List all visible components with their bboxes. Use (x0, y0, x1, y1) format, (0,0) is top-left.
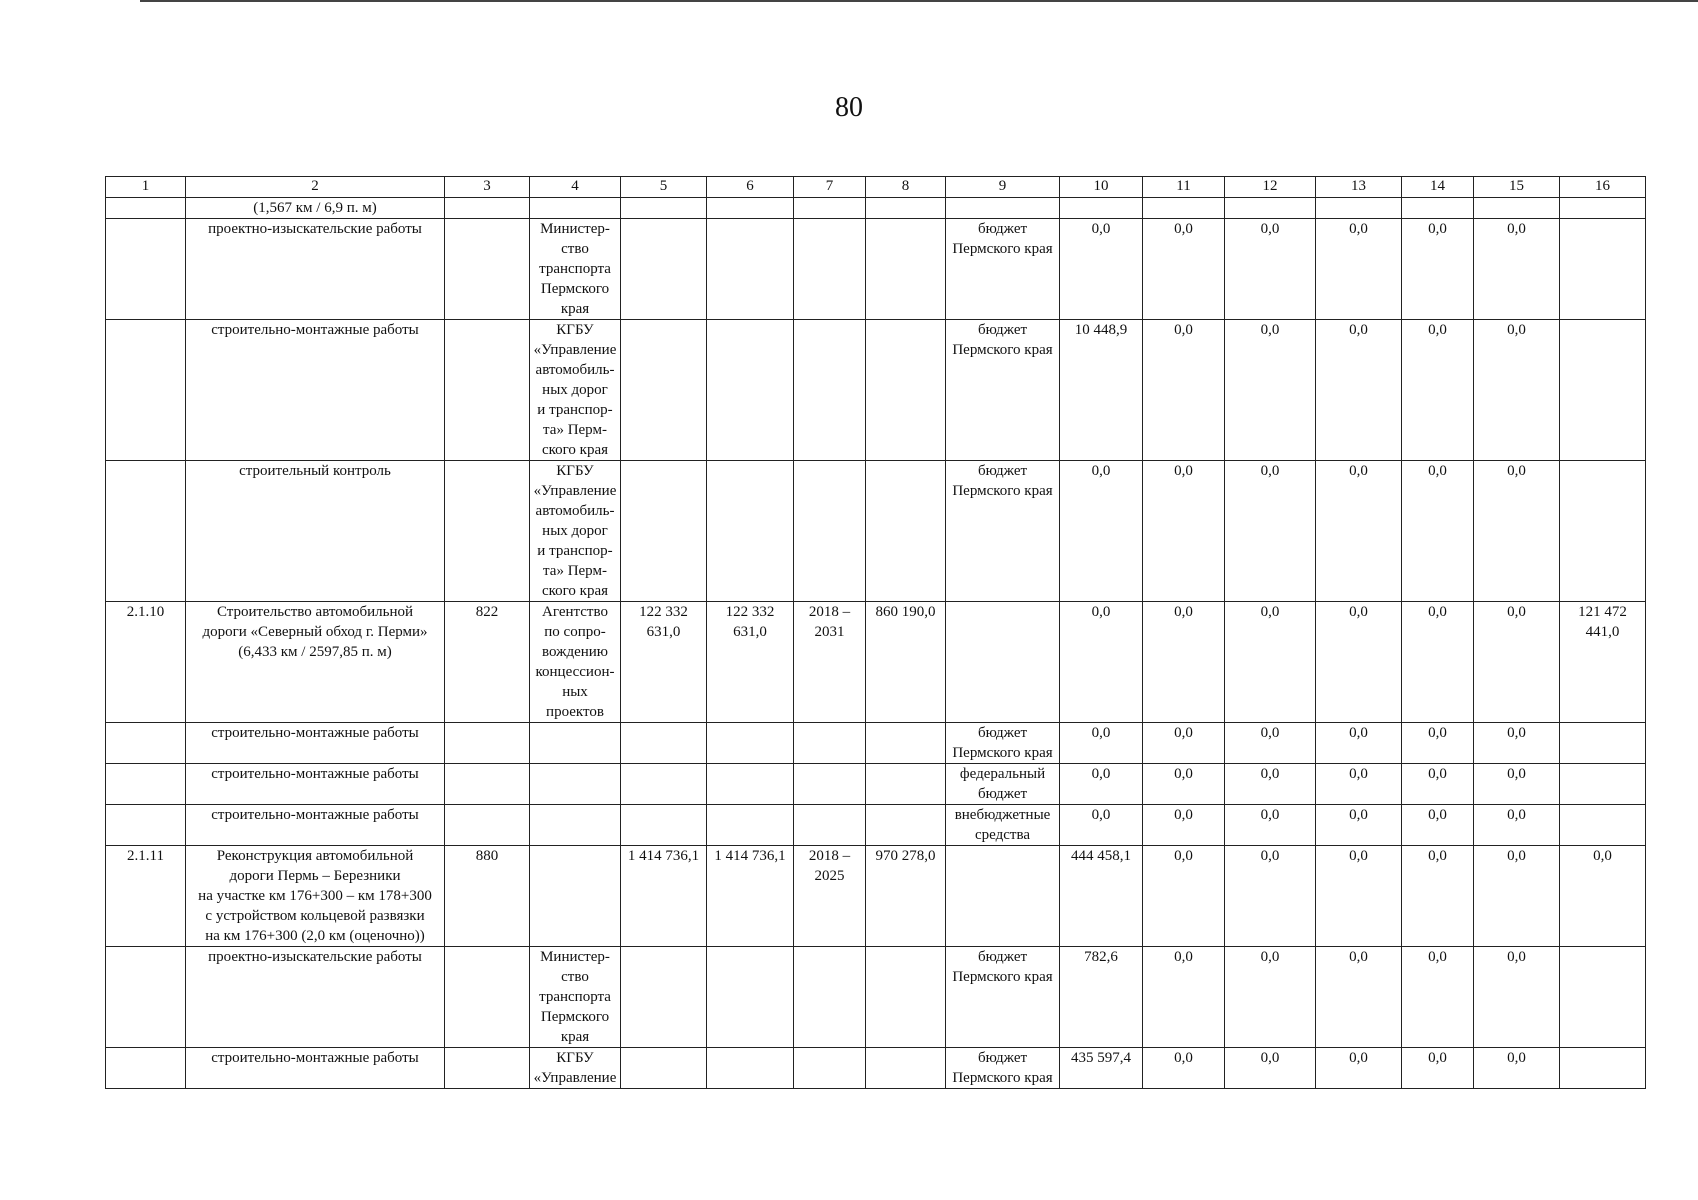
table-cell: 0,0 (1316, 723, 1402, 764)
table-cell: строительно-монтажные работы (186, 1048, 445, 1089)
table-cell: 0,0 (1474, 805, 1560, 846)
table-cell (530, 846, 621, 947)
table-cell: (1,567 км / 6,9 п. м) (186, 198, 445, 219)
table-cell: 122 332 631,0 (621, 602, 707, 723)
table-cell: КГБУ «Управление автомобиль- ных дорог и транспор- та» Перм- ского края (530, 461, 621, 602)
table-cell (106, 198, 186, 219)
table-cell: 0,0 (1402, 846, 1474, 947)
column-number-cell: 1 (106, 177, 186, 198)
table-cell (530, 723, 621, 764)
table-row (106, 320, 1646, 461)
table-cell (707, 1048, 794, 1089)
column-number-cell: 8 (866, 177, 946, 198)
table-cell: 2.1.10 (106, 602, 186, 723)
table-cell (794, 198, 866, 219)
table-cell: 970 278,0 (866, 846, 946, 947)
table-cell: 0,0 (1402, 1048, 1474, 1089)
column-number-cell: 4 (530, 177, 621, 198)
table-cell (1225, 198, 1316, 219)
table-cell: КГБУ «Управление (530, 1048, 621, 1089)
table-cell (106, 947, 186, 1048)
table-cell: Министер- ство транспорта Пермского края (530, 219, 621, 320)
table-cell: 0,0 (1143, 947, 1225, 1048)
table-row (106, 602, 1646, 723)
table-row (106, 461, 1646, 602)
column-number-cell: 12 (1225, 177, 1316, 198)
table-cell (445, 219, 530, 320)
table-cell: 0,0 (1316, 805, 1402, 846)
table-cell: 0,0 (1060, 764, 1143, 805)
table-cell (621, 461, 707, 602)
table-cell (1560, 723, 1646, 764)
table-cell: 0,0 (1474, 461, 1560, 602)
table-cell (794, 805, 866, 846)
table-cell (1560, 219, 1646, 320)
table-cell: 0,0 (1316, 846, 1402, 947)
table-cell: 0,0 (1060, 805, 1143, 846)
table-cell: 0,0 (1143, 461, 1225, 602)
table-cell (866, 219, 946, 320)
table-cell (866, 320, 946, 461)
table-cell: 0,0 (1316, 219, 1402, 320)
table-cell (621, 764, 707, 805)
table-row (106, 947, 1646, 1048)
table-cell: 122 332 631,0 (707, 602, 794, 723)
table-cell: 121 472 441,0 (1560, 602, 1646, 723)
table-cell: 0,0 (1060, 461, 1143, 602)
table-cell (946, 846, 1060, 947)
table-cell: строительный контроль (186, 461, 445, 602)
table-cell (1402, 198, 1474, 219)
table-cell: КГБУ «Управление автомобиль- ных дорог и транспор- та» Перм- ского края (530, 320, 621, 461)
table-cell: бюджет Пермского края (946, 461, 1060, 602)
column-number-cell: 3 (445, 177, 530, 198)
table-cell: 0,0 (1225, 723, 1316, 764)
table-cell (707, 461, 794, 602)
table-cell (707, 320, 794, 461)
table-cell: 0,0 (1474, 947, 1560, 1048)
table-cell: 0,0 (1143, 846, 1225, 947)
table-cell (866, 723, 946, 764)
table-cell: Реконструкция автомобильной дороги Пермь – Березники на участке км 176+300 – км 178+300 с устройством кольцевой развязки на км 176+300 (2,0 км (оценочно)) (186, 846, 445, 947)
table-cell: 0,0 (1474, 846, 1560, 947)
table-cell (794, 764, 866, 805)
table-cell (1560, 805, 1646, 846)
table-cell (106, 461, 186, 602)
table-cell: 0,0 (1316, 947, 1402, 1048)
table-cell (621, 723, 707, 764)
table-cell: 0,0 (1225, 602, 1316, 723)
table-row (106, 723, 1646, 764)
table-cell: 0,0 (1316, 320, 1402, 461)
table-cell (866, 805, 946, 846)
table-cell (621, 198, 707, 219)
column-number-row (106, 177, 1646, 198)
table-cell: 2018 – 2025 (794, 846, 866, 947)
table-cell (707, 764, 794, 805)
table-cell: бюджет Пермского края (946, 947, 1060, 1048)
table-cell (445, 198, 530, 219)
table-cell: 0,0 (1402, 947, 1474, 1048)
table-cell (1560, 1048, 1646, 1089)
table-cell: Строительство автомобильной дороги «Северный обход г. Перми» (6,433 км / 2597,85 п. м) (186, 602, 445, 723)
table-cell (707, 198, 794, 219)
table-cell (794, 947, 866, 1048)
table-cell (707, 723, 794, 764)
table-cell (1143, 198, 1225, 219)
table-cell (866, 947, 946, 1048)
column-number-cell: 14 (1402, 177, 1474, 198)
column-number-cell: 7 (794, 177, 866, 198)
table-cell: строительно-монтажные работы (186, 320, 445, 461)
table-cell (866, 764, 946, 805)
column-number-cell: 6 (707, 177, 794, 198)
column-number-cell: 16 (1560, 177, 1646, 198)
table-cell: 860 190,0 (866, 602, 946, 723)
table-cell: 0,0 (1225, 219, 1316, 320)
table-cell: 0,0 (1316, 461, 1402, 602)
table-cell: 0,0 (1316, 1048, 1402, 1089)
table-cell (707, 947, 794, 1048)
table-cell (445, 461, 530, 602)
table-cell: 0,0 (1316, 764, 1402, 805)
table-cell (707, 219, 794, 320)
table-cell: 435 597,4 (1060, 1048, 1143, 1089)
table-cell: 0,0 (1143, 219, 1225, 320)
table-cell: 0,0 (1402, 219, 1474, 320)
table-cell (106, 764, 186, 805)
column-number-cell: 13 (1316, 177, 1402, 198)
table-cell (621, 320, 707, 461)
page-number: 80 (835, 92, 863, 123)
table-cell: 0,0 (1402, 461, 1474, 602)
table-cell: 10 448,9 (1060, 320, 1143, 461)
table-cell: 1 414 736,1 (621, 846, 707, 947)
table-cell (1560, 320, 1646, 461)
table-cell: 0,0 (1143, 1048, 1225, 1089)
column-number-cell: 9 (946, 177, 1060, 198)
table-cell: 0,0 (1225, 947, 1316, 1048)
table-cell (1474, 198, 1560, 219)
table-cell (621, 947, 707, 1048)
table-cell: 0,0 (1225, 805, 1316, 846)
table-cell (794, 461, 866, 602)
table-cell: 0,0 (1143, 723, 1225, 764)
table-row (106, 805, 1646, 846)
table-cell (445, 805, 530, 846)
table-cell: 0,0 (1225, 764, 1316, 805)
table-cell: внебюджетные средства (946, 805, 1060, 846)
table-cell: 782,6 (1060, 947, 1143, 1048)
table-row (106, 846, 1646, 947)
table-cell: 0,0 (1143, 320, 1225, 461)
table-cell: 0,0 (1060, 723, 1143, 764)
table-cell (106, 805, 186, 846)
table-cell: 0,0 (1143, 805, 1225, 846)
table-cell: 0,0 (1225, 320, 1316, 461)
table-cell: 0,0 (1474, 219, 1560, 320)
table-cell: бюджет Пермского края (946, 320, 1060, 461)
table-cell (445, 1048, 530, 1089)
table-cell: строительно-монтажные работы (186, 764, 445, 805)
column-number-cell: 10 (1060, 177, 1143, 198)
column-number-cell: 2 (186, 177, 445, 198)
table-row (106, 764, 1646, 805)
table-cell: бюджет Пермского края (946, 723, 1060, 764)
table-cell: федеральный бюджет (946, 764, 1060, 805)
table-cell (1316, 198, 1402, 219)
table-cell (1060, 198, 1143, 219)
table-cell: 0,0 (1225, 461, 1316, 602)
table-cell: 444 458,1 (1060, 846, 1143, 947)
table-cell: Министер- ство транспорта Пермского края (530, 947, 621, 1048)
table-cell (445, 764, 530, 805)
column-number-cell: 11 (1143, 177, 1225, 198)
table-cell (707, 805, 794, 846)
table-cell: строительно-монтажные работы (186, 723, 445, 764)
table-row (106, 1048, 1646, 1089)
table-cell: 880 (445, 846, 530, 947)
table-cell (106, 723, 186, 764)
table-cell: строительно-монтажные работы (186, 805, 445, 846)
table-cell (621, 219, 707, 320)
table-cell (1560, 947, 1646, 1048)
table-cell: 0,0 (1474, 764, 1560, 805)
table-cell (445, 723, 530, 764)
table-cell: 822 (445, 602, 530, 723)
table-cell: 0,0 (1474, 602, 1560, 723)
table-cell (106, 1048, 186, 1089)
table-cell: 0,0 (1060, 602, 1143, 723)
table-cell (866, 461, 946, 602)
table-cell (1560, 461, 1646, 602)
table-cell (946, 198, 1060, 219)
table-cell (794, 1048, 866, 1089)
column-number-cell: 5 (621, 177, 707, 198)
table-cell: бюджет Пермского края (946, 219, 1060, 320)
table-cell (794, 219, 866, 320)
table-cell (106, 219, 186, 320)
table-cell (1560, 198, 1646, 219)
table-cell: 0,0 (1474, 1048, 1560, 1089)
table-cell (530, 198, 621, 219)
table-cell: бюджет Пермского края (946, 1048, 1060, 1089)
table-cell (530, 805, 621, 846)
table-cell: 0,0 (1225, 846, 1316, 947)
table-cell (794, 320, 866, 461)
table-cell: 0,0 (1402, 764, 1474, 805)
top-rule (140, 0, 1698, 2)
table-cell: 0,0 (1402, 320, 1474, 461)
table-cell: 1 414 736,1 (707, 846, 794, 947)
table-cell: 0,0 (1316, 602, 1402, 723)
table-cell: 2.1.11 (106, 846, 186, 947)
table-cell (866, 1048, 946, 1089)
budget-table (105, 176, 1646, 1089)
table-cell (530, 764, 621, 805)
table-cell (621, 805, 707, 846)
table-cell (866, 198, 946, 219)
table-cell: 0,0 (1474, 320, 1560, 461)
table-cell: 0,0 (1402, 723, 1474, 764)
table-cell (794, 723, 866, 764)
table-cell: 0,0 (1143, 602, 1225, 723)
table-cell: 0,0 (1060, 219, 1143, 320)
table-row (106, 219, 1646, 320)
table-cell: Агентство по сопро- вождению концессион- ных проектов (530, 602, 621, 723)
table-cell: 2018 – 2031 (794, 602, 866, 723)
table-cell: 0,0 (1225, 1048, 1316, 1089)
table-cell (621, 1048, 707, 1089)
table-cell (946, 602, 1060, 723)
table-cell: проектно-изыскательские работы (186, 219, 445, 320)
table-cell: 0,0 (1143, 764, 1225, 805)
table-cell: 0,0 (1474, 723, 1560, 764)
table-cell: 0,0 (1402, 602, 1474, 723)
column-number-cell: 15 (1474, 177, 1560, 198)
table-cell (445, 320, 530, 461)
table-cell (106, 320, 186, 461)
table-cell: 0,0 (1402, 805, 1474, 846)
table-cell: проектно-изыскательские работы (186, 947, 445, 1048)
table-cell: 0,0 (1560, 846, 1646, 947)
table-cell (445, 947, 530, 1048)
table-cell (1560, 764, 1646, 805)
table-row (106, 198, 1646, 219)
